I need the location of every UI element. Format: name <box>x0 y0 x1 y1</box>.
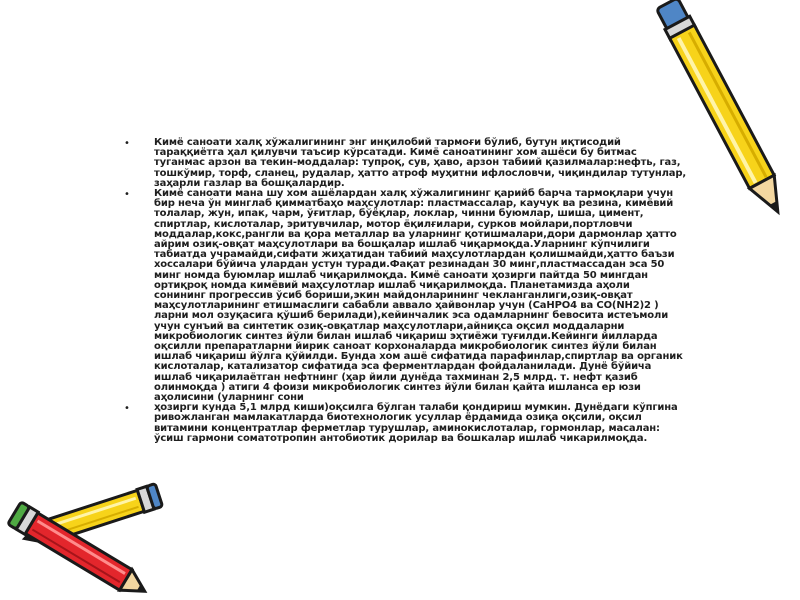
bullet-marker: • <box>124 403 130 415</box>
bullet-text-3: ҳозирги кунда 5,1 млрд киши)оқсилга бўлган талаби қондириш мумкин. Дунёдаги кўпгина ривожланган мамлакатларда биотехнологик усуллар ёрдамида озиқа оқсили, оқсил витамини концентратлар ферметлар турушлар, аминокислоталар, гормонлар, масалан: ўсиш гармони соматотропин антобиотик дорилар ва бошкалар ишлаб чикарилмоқда. <box>154 402 678 444</box>
bullet-text-2: Кимё саноати мана шу хом ашёлардан халқ хўжалигининг қарийб барча тармоқлари учун бир неча ўн минглаб қимматбаҳо маҳсулотлар: пластмассалар, каучук ва резина, кимёвий толалар, жун, ипак, чарм, ўғитлар, бўёқлар, локлар, чинни буюмлар, шиша, цимент, спиртлар, кислоталар, эритувчилар, мотор ёқилғилари, сурков мойлари,портловчи моддалар,кокс,рангли ва қора металлар ва уларнинг қотишмалари,дори дармонлар ҳатто айрим озиқ-овқат маҳсулотлари ва бошқалар ишлаб чиқармоқда.Уларнинг кўпчилиги табиатда учрамайди,сифати жиҳатидан табиий маҳсулотлардан қолишмайди,ҳатто баъзи хоссалари бўйича улардан устун туради.Фақат резинадан 30 минг,пластмассадан эса 50 минг номда буюмлар ишлаб чиқарилмоқда. Кимё саноати ҳозирги пайтда 50 мингдан ортиқроқ номда кимёвий маҳсулотлар ишлаб чиқарилмоқда. Планетамизда аҳоли сонининг прогрессив ўсиб бориши,экин майдонларининг чекланганлиги,озиқ-овқат маҳсулотларининг етишмаслиги сабабли аввало ҳайвонлар учун (CaHPO4 ва CO(NH2)2 ) ларни мол озуқасига қўшиб берилади),кейинчалик эса одамларнинг бевосита истеъмоли учун сунъий ва синтетик озиқ-овқатлар маҳсулотлари,айниқса оқсил моддаларни микробиологик синтез йўли билан ишлаб чиқариш эҳтиёжи туғилди.Кейинги йилларда оқсилли препаратларни йирик саноат корхоналарда микробиологик синтез йўли билан ишлаб чиқариш йўлга қўйилди. Бунда хом ашё сифатида парафинлар,спиртлар ва органик кислоталар, катализатор сифатида эса ферментлардан фойдаланилади. Дунё бўйича ишлаб чиқарилаётган нефтнинг (ҳар йили дунёда тахминан 2,5 млрд. т. нефт қазиб олинмоқда ) атиги 4 фоизи микробиологик синтез йўли билан қайта ишланса ер юзи аҳолисини (уларнинг сони <box>154 188 683 404</box>
bullet-marker: • <box>124 189 130 201</box>
bullet-list <box>120 138 710 444</box>
bullet-item-3 <box>120 403 710 444</box>
bullet-text-1: Кимё саноати халқ хўжалигининг энг инқилобий тармоғи бўлиб, бутун иқтисодий тараққиётга ҳал қилувчи таъсир кўрсатади. Кимё саноатининг хом ашёси бу битмас туганмас арзон ва текин-моддалар: тупроқ, сув, ҳаво, арзон табиий қазилмалар:нефть, газ, тошкўмир, торф, сланец, рудалар, ҳатто атроф муҳитни ифлословчи, чиқиндилар тутунлар, заҳарли газлар ва бошқалардир. <box>154 137 687 189</box>
bullet-marker: • <box>124 138 130 149</box>
bullet-content <box>120 138 710 444</box>
bullet-item-2 <box>120 189 710 403</box>
bullet-item-1 <box>120 138 710 189</box>
crossed-pencils-icon <box>0 480 165 600</box>
